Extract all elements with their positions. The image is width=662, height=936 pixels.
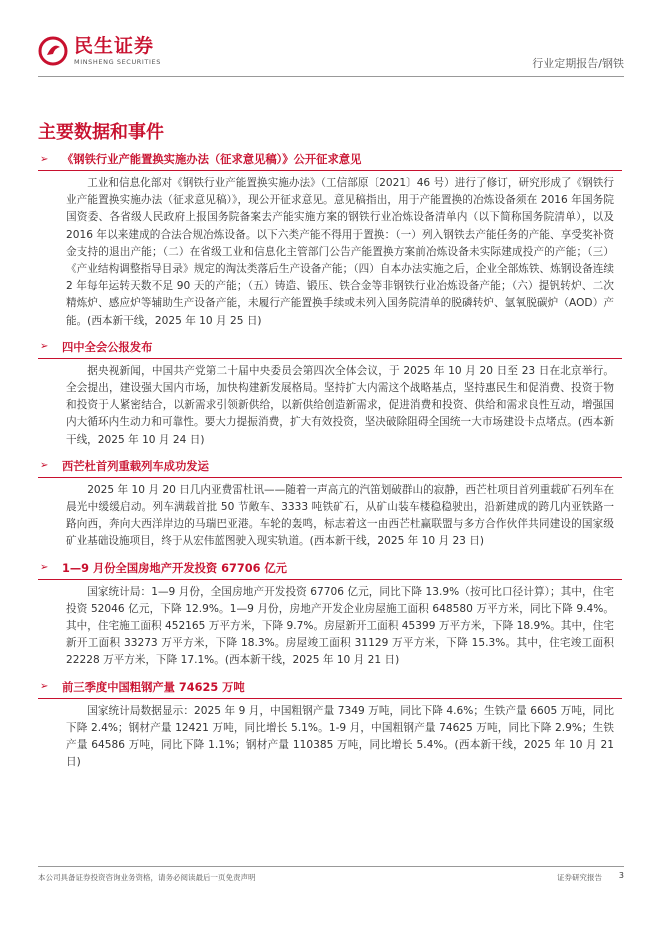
footer-disclaimer: 本公司具备证券投资咨询业务资格，请务必阅读最后一页免责声明 (38, 873, 256, 882)
section-title: 主要数据和事件 (38, 122, 164, 143)
arrowhead-icon: ➢ (40, 460, 49, 472)
news-item-body: 国家统计局数据显示：2025 年 9 月，中国粗钢产量 7349 万吨，同比下降 4.6%；生铁产量 6605 万吨，同比下降 2.4%；钢材产量 12421 万吨，同比增长 5.1%。1-9 月，中国粗钢产量 74625 万吨，同比下降 2.9%；生铁产量 64586 万吨，同比下降 1.1%；钢材产量 110385 万吨，同比增长 5.4%。(西本新干线，2025 年 10 月 21 日) (66, 704, 614, 769)
item-divider (38, 477, 622, 478)
news-item-body: 据央视新闻，中国共产党第二十届中央委员会第四次全体会议，于 2025 年 10 月 20 日至 23 日在北京举行。全会提出，建设强大国内市场，加快构建新发展格局。坚持扩大内需这个战略基点，坚持惠民生和促消费、投资于物和投资于人紧密结合，以新需求引领新供给，以新供给创造新需求，促进消费和投资、供给和需求良性互动，增强国内大循环内生动力和可靠性。要大力提振消费，扩大有效投资，坚决破除阻碍全国统一大市场建设卡点堵点。(西本新干线，2025 年 10 月 24 日) (66, 364, 614, 446)
arrowhead-icon: ➢ (40, 153, 49, 165)
item-divider (38, 170, 622, 171)
item-divider (38, 579, 622, 580)
news-item (38, 676, 622, 772)
brand-name-cn: 民生证券 (74, 35, 155, 57)
news-item (38, 148, 622, 330)
report-type-label: 行业定期报告/钢铁 (532, 57, 624, 70)
item-divider (38, 358, 622, 359)
news-item-body: 国家统计局：1—9 月份，全国房地产开发投资 67706 亿元，同比下降 13.9%（按可比口径计算）；其中，住宅投资 52046 亿元，下降 12.9%。1—9 月份，房地产开发企业房屋施工面积 648580 万平方米，同比下降 9.4%。其中，住宅施工面积 452165 万平方米，下降 9.7%。房屋新开工面积 45399 万平方米，下降 18.9%。其中，住宅新开工面积 33273 万平方米，下降 18.3%。房屋竣工面积 31129 万平方米，下降 15.3%。其中，住宅竣工面积 22228 万平方米，下降 17.1%。(西本新干线，2025 年 10 月 21 日) (66, 585, 614, 667)
minsheng-logo-icon (38, 36, 68, 66)
page-number: 3 (618, 871, 624, 880)
news-item (38, 336, 622, 449)
footer-report-label: 证券研究报告 (557, 873, 602, 882)
footer-divider (38, 866, 624, 867)
news-item-title: 《钢铁行业产能置换实施办法（征求意见稿）》公开征求意见 (62, 153, 362, 166)
item-divider (38, 698, 622, 699)
header-divider (38, 76, 624, 77)
news-item-title: 前三季度中国粗钢产量 74625 万吨 (62, 680, 245, 694)
news-item (38, 557, 622, 670)
news-item-title: 西芒杜首列重载列车成功发运 (62, 459, 209, 473)
news-list (38, 146, 622, 777)
arrowhead-icon: ➢ (40, 562, 49, 574)
arrowhead-icon: ➢ (40, 681, 49, 693)
news-item (38, 455, 622, 551)
news-item-title: 1—9 月份全国房地产开发投资 67706 亿元 (62, 561, 287, 575)
brand-name-en: MINSHENG SECURITIES (74, 58, 161, 66)
news-item-body: 工业和信息化部对《钢铁行业产能置换实施办法》（工信部原〔2021〕46 号）进行了修订，研究形成了《钢铁行业产能置换实施办法（征求意见稿）》，现公开征求意见。意见稿指出，用于产能置换的冶炼设备须在 2016 年国务院国资委、各省级人民政府上报国务院备案去产能实施方案的钢铁行业冶炼设备清单内（以下简称国务院清单），以及 2016 年以来建成的合法合规冶炼设备。以下六类产能不得用于置换：（一）列入钢铁去产能任务的产能、享受奖补资金支持的退出产能；（二）在省级工业和信息化主管部门公告产能置换方案前冶炼设备未实际建成投产的产能；（三）《产业结构调整指导目录》规定的淘汰类落后生产设备产能；（四）自本办法实施之后，企业全部炼铁、炼钢设备连续 2 年每年运转天数不足 90 天的产能；（五）铸造、锻压、铁合金等非钢铁行业冶炼设备产能；（六）提钒转炉、二次精炼炉、感应炉等辅助生产设备产能，未履行产能置换手续或未列入国务院清单的脱磷转炉、氩氧脱碳炉（AOD）产能。(西本新干线，2025 年 10 月 25 日) (66, 177, 614, 327)
minsheng-logo (38, 36, 161, 66)
news-item-body: 2025 年 10 月 20 日几内亚费雷杜讯——随着一声高亢的汽笛划破群山的寂静，西芒杜项目首列重载矿石列车在晨光中缓缓启动。列车满载首批 50 节敞车、3333 吨铁矿石，从矿山装车楼稳稳驶出，沿新建成的跨几内亚铁路一路向西，奔向大西洋岸边的马瑞巴亚港。车轮的轰鸣，标志着这一由西芒杜赢联盟与多方合作伙伴共同建设的国家级矿业基础设施项目，终于从宏伟蓝图驶入现实轨道。(西本新干线，2025 年 10 月 23 日) (66, 483, 614, 548)
page-header (0, 0, 662, 80)
news-item-title: 四中全会公报发布 (62, 340, 153, 354)
arrowhead-icon: ➢ (40, 341, 49, 353)
